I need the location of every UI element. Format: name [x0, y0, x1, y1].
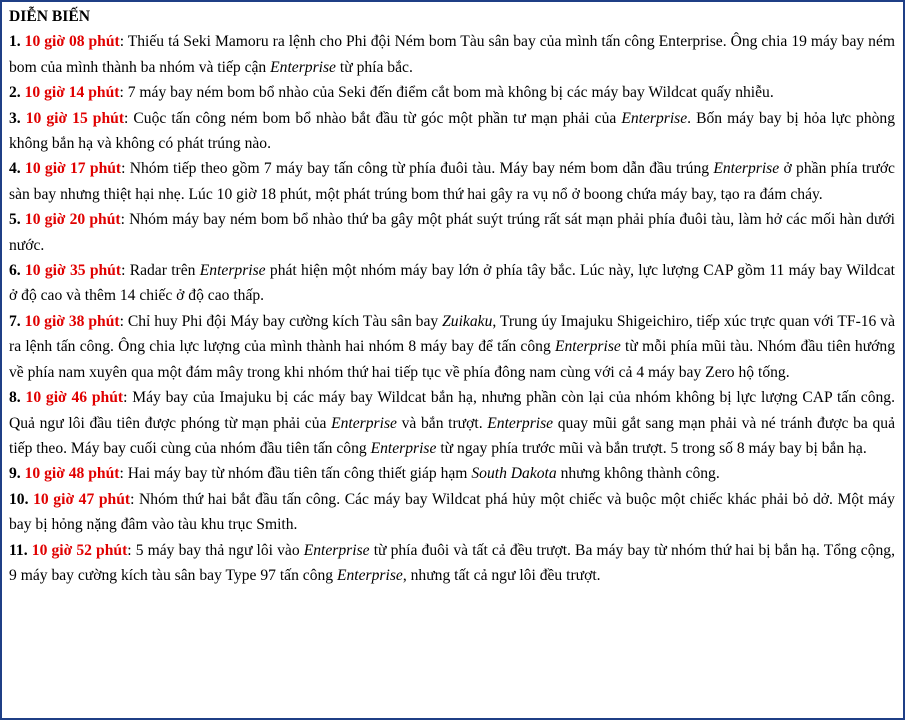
entry-time: 10 giờ 08 phút — [24, 33, 120, 51]
entry-number: 6. — [9, 262, 21, 280]
ship-name: Enterprise — [713, 160, 780, 178]
entry-text: : Thiếu tá Seki Mamoru ra lệnh cho Phi đội Ném bom Tàu sân bay của mình tấn công Enterprise. Ông chia 19 máy bay ném bom của mình thành ba nhóm và tiếp cận — [9, 33, 896, 76]
entry-text: : Nhóm máy bay ném bom bổ nhào thứ ba gây một phát suýt trúng rất sát mạn phải phía đuôi tàu, làm hở các mối hàn dưới nước. — [9, 211, 895, 254]
timeline-entry — [9, 385, 895, 461]
section-heading: DIỄN BIẾN — [9, 8, 91, 25]
entry-time: 10 giờ 46 phút — [25, 389, 124, 407]
entry-text: , nhưng tất cả ngư lôi đều trượt. — [402, 566, 601, 584]
entry-text: phát hiện một nhóm máy bay lớn ở phía tây bắc. Lúc này, lực lượng CAP gồm 11 máy bay Wildcat ở độ cao và thêm 14 chiếc ở độ cao thấp. — [9, 262, 895, 305]
ship-name: Enterprise — [270, 58, 336, 76]
entry-text: từ phía bắc. — [335, 58, 413, 76]
entry-text: : 5 máy bay thả ngư lôi vào — [127, 541, 304, 559]
entry-text: : Máy bay của Imajuku bị các máy bay Wildcat bắn hạ, nhưng phần còn lại của nhóm không bị lực lượng CAP tấn công. Quả ngư lôi đầu tiên được phóng từ mạn phải của — [9, 389, 896, 432]
timeline-entry — [9, 29, 895, 80]
entry-text: : Nhóm thứ hai bắt đầu tấn công. Các máy bay Wildcat phá hủy một chiếc và buộc một chiếc khác phải bỏ dở. Một máy bay bị hỏng nặng đâm vào tàu khu trục Smith. — [9, 490, 895, 534]
entry-time: 10 giờ 52 phút — [31, 541, 128, 559]
entry-text: . Bốn máy bay bị hỏa lực phòng không bắn hạ và không có phát trúng nào. — [9, 109, 896, 153]
ship-name: Enterprise — [487, 414, 554, 432]
entry-time: 10 giờ 20 phút — [24, 211, 121, 229]
entry-time: 10 giờ 14 phút — [24, 84, 120, 102]
ship-name: Enterprise — [303, 541, 370, 559]
entry-text: : Radar trên — [121, 262, 200, 280]
entry-time: 10 giờ 47 phút — [33, 490, 131, 508]
timeline-entry — [9, 461, 895, 486]
entry-time: 10 giờ 38 phút — [24, 312, 120, 330]
entry-text: nhưng không thành công. — [556, 465, 720, 483]
entry-text: : Chỉ huy Phi đội Máy bay cường kích Tàu sân bay — [119, 312, 443, 330]
entry-text: : Hai máy bay từ nhóm đầu tiên tấn công thiết giáp hạm — [119, 465, 472, 483]
timeline-entry — [9, 156, 895, 207]
ship-name: Enterprise — [554, 338, 621, 356]
entry-time: 10 giờ 35 phút — [25, 262, 122, 280]
entry-text: : Nhóm tiếp theo gồm 7 máy bay tấn công từ phía đuôi tàu. Máy bay ném bom dẫn đầu trúng — [121, 160, 714, 178]
entry-number: 1. — [9, 33, 21, 51]
entry-text: quay mũi gắt sang mạn phải và né tránh được ba quả tiếp theo. Máy bay cuối cùng của nhóm đầu tiên tấn công — [9, 414, 895, 457]
entry-text: và bắn trượt. — [396, 414, 488, 432]
timeline-entry — [9, 487, 895, 538]
ship-name: Enterprise — [199, 262, 266, 280]
timeline-entries — [9, 29, 895, 588]
entry-number: 10. — [9, 490, 29, 508]
ship-name: Enterprise — [336, 566, 403, 584]
entry-number: 4. — [9, 160, 21, 178]
entry-time: 10 giờ 17 phút — [25, 160, 122, 178]
entry-text: , Trung úy Imajuku Shigeichiro, tiếp xúc trực quan với TF-16 và ra lệnh tấn công. Ông chia lực lượng của mình thành hai nhóm 8 máy bay để tấn công — [9, 312, 896, 356]
entry-time: 10 giờ 15 phút — [25, 109, 125, 127]
entry-number: 3. — [9, 109, 21, 127]
ship-name: Enterprise — [370, 439, 437, 457]
entry-text: ở phần phía trước sàn bay nhưng thiệt hại nhẹ. Lúc 10 giờ 18 phút, một phát trúng bom thứ hai gây ra vụ nổ ở boong chứa máy bay, tạo ra đám cháy. — [9, 160, 895, 203]
timeline-entry — [9, 258, 895, 309]
ship-name: Zuikaku — [442, 312, 493, 330]
ship-name: South Dakota — [471, 465, 557, 483]
entry-number: 7. — [9, 312, 21, 330]
timeline-entry — [9, 106, 895, 157]
entry-text: : 7 máy bay ném bom bổ nhào của Seki đến điểm cắt bom mà không bị các máy bay Wildcat quấy nhiễu. — [119, 84, 774, 102]
timeline-entry — [9, 538, 895, 589]
entry-number: 8. — [9, 389, 21, 407]
entry-number: 2. — [9, 84, 21, 102]
entry-number: 11. — [9, 541, 28, 559]
entry-number: 9. — [9, 465, 21, 483]
timeline-entry — [9, 80, 895, 105]
entry-time: 10 giờ 48 phút — [24, 465, 120, 483]
timeline-entry — [9, 309, 895, 385]
entry-text: từ mỗi phía mũi tàu. Nhóm đầu tiên hướng về phía nam xuyên qua một đám mây trong khi nhóm thứ hai tiếp tục về phía đông nam cùng với cả 4 máy bay Zero hộ tống. — [9, 338, 896, 381]
ship-name: Enterprise — [621, 109, 688, 127]
entry-text: từ ngay phía trước mũi và bắn trượt. 5 trong số 8 máy bay bị bắn hạ. — [436, 439, 867, 457]
entry-number: 5. — [9, 211, 21, 229]
entry-text: từ phía đuôi và tất cả đều trượt. Ba máy bay từ nhóm thứ hai bị bắn hạ. Tổng cộng, 9 máy bay cường kích tàu sân bay Type 97 tấn công — [9, 541, 896, 584]
entry-text: : Cuộc tấn công ném bom bổ nhào bắt đầu từ góc một phần tư mạn phải của — [124, 109, 622, 127]
timeline-entry — [9, 207, 895, 258]
ship-name: Enterprise — [331, 414, 397, 432]
